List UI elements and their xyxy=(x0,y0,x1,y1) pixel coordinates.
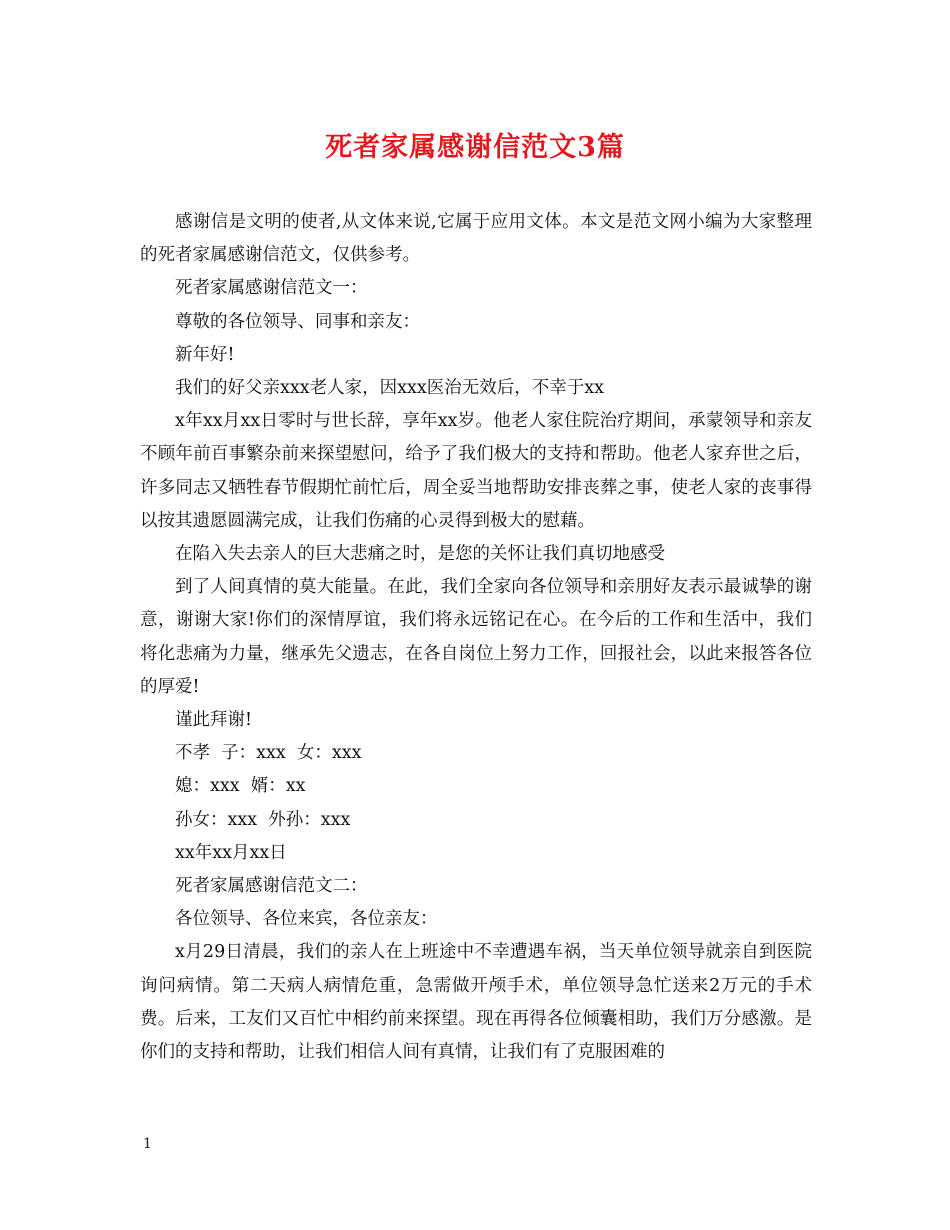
signature-line: 不孝 子：xxx 女：xxx xyxy=(175,743,362,764)
paragraph-greeting: 新年好! xyxy=(175,344,235,365)
paragraph: 我们的好父亲xxx老人家，因xxx医治无效后，不幸于xx xyxy=(175,378,604,399)
signature-line: 孙女：xxx 外孙：xxx xyxy=(175,809,351,830)
page-number: 1 xyxy=(143,1136,152,1152)
paragraph-salutation: 各位领导、各位来宾，各位亲友： xyxy=(175,909,438,930)
document-body xyxy=(140,206,812,1069)
signature-date: xx年xx月xx日 xyxy=(175,842,287,863)
paragraph: x年xx月xx日零时与世长辞，享年xx岁。他老人家住院治疗期间，承蒙领导和亲友不顾年前百事繁杂前来探望慰问，给予了我们极大的支持和帮助。他老人家弃世之后，许多同志又牺牲春节假期忙前忙后，周全妥当地帮助安排丧葬之事，使老人家的丧事得以按其遗愿圆满完成，让我们伤痛的心灵得到极大的慰藉。 xyxy=(140,411,812,531)
paragraph-section-two-heading: 死者家属感谢信范文二： xyxy=(175,876,368,897)
paragraph-section-one-heading: 死者家属感谢信范文一： xyxy=(175,278,368,299)
paragraph-intro: 感谢信是文明的使者,从文体来说,它属于应用文体。本文是范文网小编为大家整理的死者家属感谢信范文，仅供参考。 xyxy=(140,212,812,266)
signature-line: 媳：xxx 婿：xx xyxy=(175,776,306,797)
paragraph: 在陷入失去亲人的巨大悲痛之时，是您的关怀让我们真切地感受 xyxy=(175,544,665,565)
paragraph-closing: 谨此拜谢! xyxy=(175,710,253,731)
document-title: 死者家属感谢信范文3篇 xyxy=(325,132,625,163)
paragraph: x月29日清晨，我们的亲人在上班途中不幸遭遇车祸，当天单位领导就亲自到医院询问病情。第二天病人病情危重，急需做开颅手术，单位领导急忙送来2万元的手术费。后来，工友们又百忙中相约前来探望。现在再得各位倾囊相助，我们万分感激。是你们的支持和帮助，让我们相信人间有真情，让我们有了克服困难的 xyxy=(140,942,812,1063)
paragraph-salutation: 尊敬的各位领导、同事和亲友： xyxy=(175,311,420,332)
paragraph: 到了人间真情的莫大能量。在此，我们全家向各位领导和亲朋好友表示最诚挚的谢意，谢谢大家!你们的深情厚谊，我们将永远铭记在心。在今后的工作和生活中，我们将化悲痛为力量，继承先父遗志，在各自岗位上努力工作，回报社会，以此来报答各位的厚爱! xyxy=(140,577,812,697)
